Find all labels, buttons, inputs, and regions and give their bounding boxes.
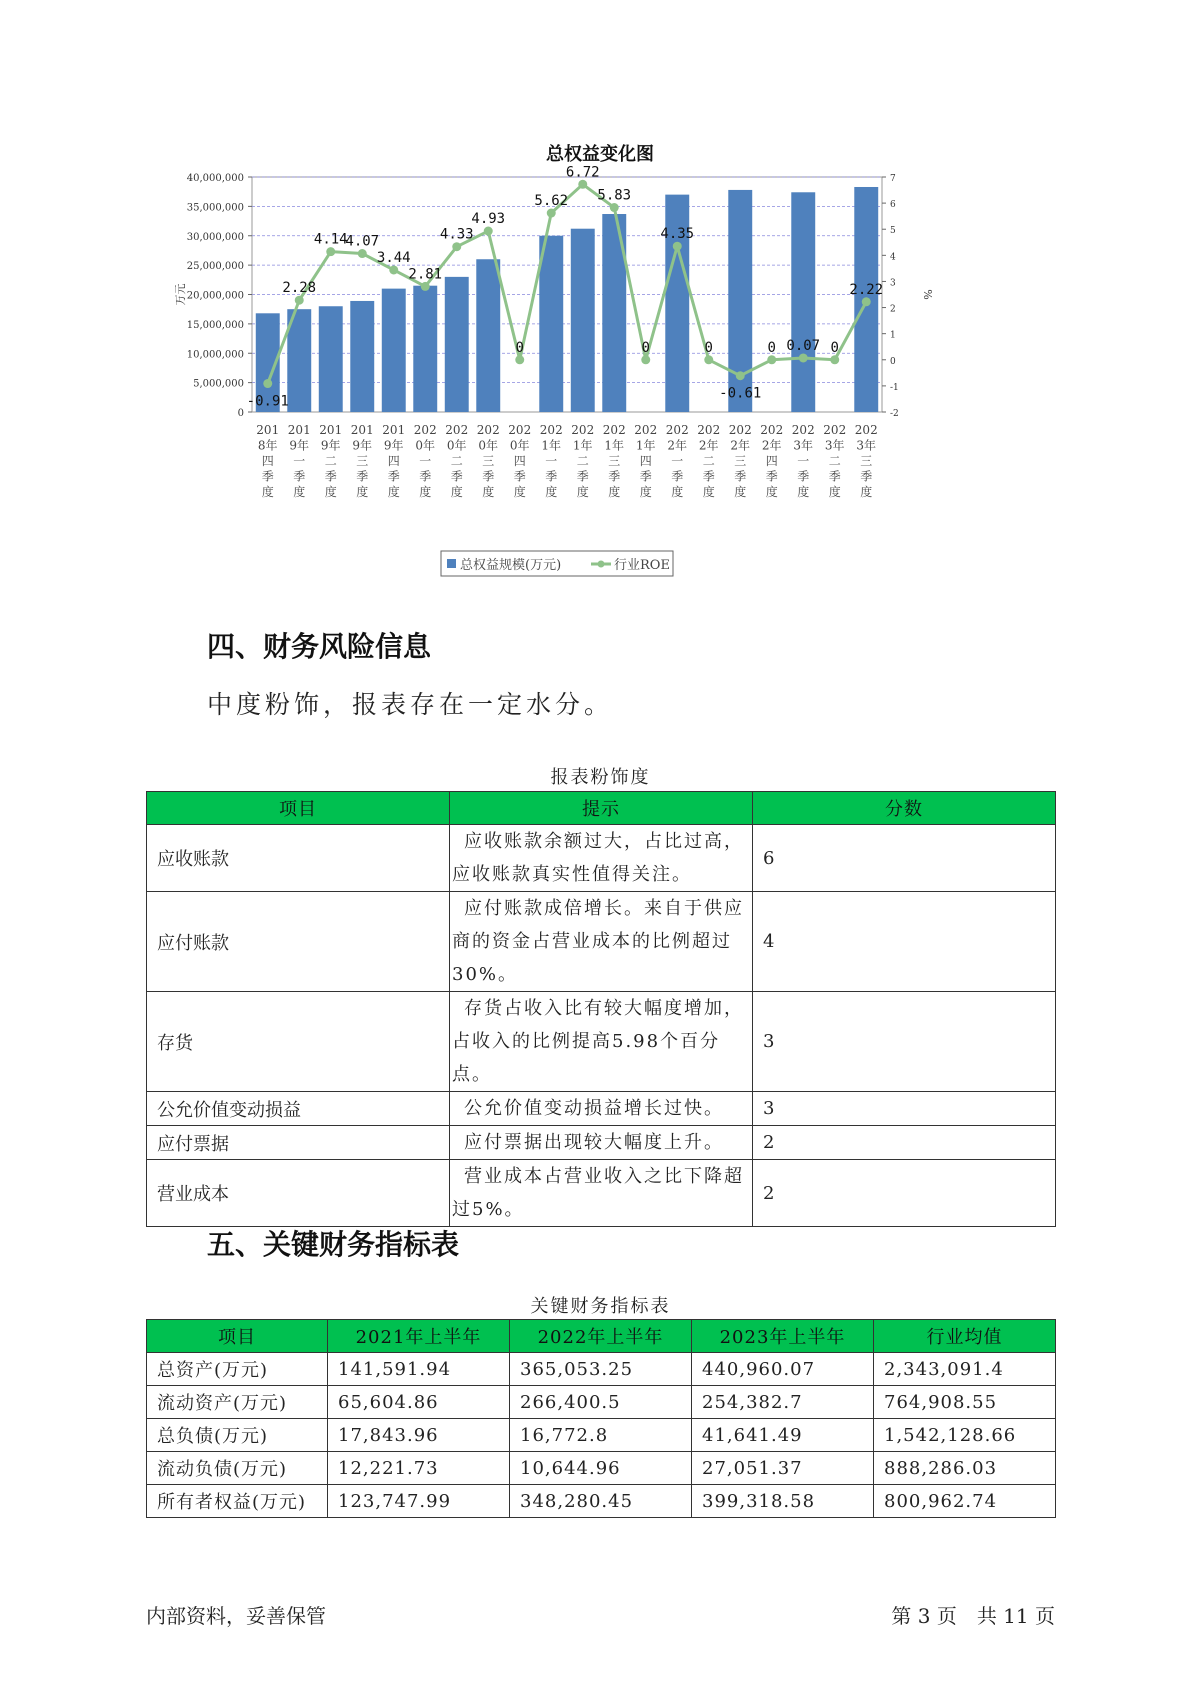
kfi-value: 365,053.25	[510, 1353, 692, 1386]
roe-point	[358, 249, 367, 258]
kfi-table-caption: 关键财务指标表	[530, 1296, 671, 1317]
section4-title: 四、财务风险信息	[207, 630, 432, 663]
header-item: 项目	[147, 792, 450, 825]
risk-table-header	[147, 792, 1056, 825]
x-tick-label: 202 0年一季度	[413, 423, 437, 499]
x-tick-label: 202 1年二季度	[571, 423, 595, 499]
roe-data-label: 0	[641, 339, 650, 356]
kfi-row	[147, 1386, 1056, 1419]
roe-point	[610, 203, 619, 212]
roe-point	[641, 355, 650, 364]
risk-row	[147, 892, 1056, 992]
kfi-row	[147, 1452, 1056, 1485]
y-left-tick-label: 25,000,000	[186, 261, 244, 273]
roe-data-label: 3.44	[376, 249, 411, 266]
roe-point	[452, 242, 461, 251]
y-right-tick-label: 5	[890, 226, 896, 237]
y-right-tick-label: 7	[890, 174, 896, 184]
kfi-value: 800,962.74	[874, 1485, 1056, 1518]
x-tick-label: 201 8年四季度	[256, 423, 280, 499]
x-tick-label: 202 3年二季度	[823, 423, 847, 499]
risk-tip	[450, 1092, 753, 1126]
kfi-row	[147, 1485, 1056, 1518]
kfi-value: 348,280.45	[510, 1485, 692, 1518]
kfi-value: 27,051.37	[692, 1452, 874, 1485]
kfi-row	[147, 1419, 1056, 1452]
x-tick-label: 202 1年一季度	[539, 423, 563, 499]
roe-point	[799, 353, 808, 362]
x-tick-label: 202 0年四季度	[508, 423, 532, 499]
bar	[539, 236, 563, 412]
y-right-axis-title: %	[921, 289, 934, 300]
risk-tip-line: 应付账款成倍增长。来自于供应	[464, 898, 744, 919]
bar	[350, 301, 374, 412]
kfi-value: 399,318.58	[692, 1485, 874, 1518]
bar	[445, 277, 469, 412]
risk-tip	[450, 992, 753, 1092]
y-right-tick-label: -2	[890, 409, 899, 419]
roe-data-label: 4.33	[439, 226, 474, 243]
roe-point	[704, 355, 713, 364]
y-left-tick-label: 35,000,000	[186, 202, 244, 214]
roe-point	[862, 297, 871, 306]
roe-data-label: 5.83	[597, 187, 632, 204]
y-left-tick-label: 30,000,000	[186, 231, 244, 243]
y-left-tick-label: 5,000,000	[193, 378, 244, 390]
risk-tip-line: 公允价值变动损益增长过快。	[464, 1098, 724, 1119]
bar	[791, 192, 815, 412]
risk-row	[147, 1160, 1056, 1227]
roe-point	[421, 282, 430, 291]
y-left-tick-label: 40,000,000	[186, 173, 244, 184]
x-tick-label: 202 2年一季度	[665, 423, 689, 499]
risk-item: 应收账款	[147, 825, 450, 892]
chart-title: 总权益变化图	[546, 144, 654, 165]
risk-table	[146, 791, 1056, 1227]
risk-score: 4	[753, 892, 1056, 992]
y-right-tick-label: 2	[890, 304, 896, 315]
risk-tip-line: 占收入的比例提高5.98个百分点。	[452, 1031, 721, 1085]
y-right-tick-label: 6	[890, 200, 896, 211]
kfi-header-row	[147, 1320, 1056, 1353]
key-financial-table	[146, 1319, 1056, 1518]
risk-row	[147, 1126, 1056, 1160]
risk-tip-line: 应收账款真实性值得关注。	[452, 864, 692, 885]
kfi-item: 流动资产(万元)	[147, 1386, 328, 1419]
x-tick-label: 202 2年四季度	[760, 423, 784, 499]
x-tick-label: 202 3年一季度	[791, 423, 815, 499]
bar	[319, 306, 343, 412]
footer-confidential: 内部资料，妥善保管	[146, 1604, 326, 1628]
y-right-tick-label: 4	[890, 252, 896, 263]
risk-item: 公允价值变动损益	[147, 1092, 450, 1126]
roe-data-label: 0.07	[786, 337, 821, 354]
roe-data-label: 4.14	[313, 231, 348, 248]
risk-tip	[450, 892, 753, 992]
roe-data-label: 4.93	[471, 211, 506, 228]
risk-tip-line: 30%。	[452, 964, 519, 985]
kfi-value: 764,908.55	[874, 1386, 1056, 1419]
kfi-value: 254,382.7	[692, 1386, 874, 1419]
x-tick-label: 202 1年三季度	[602, 423, 626, 499]
y-right-tick-label: -1	[890, 382, 899, 393]
header-tip: 提示	[450, 792, 753, 825]
risk-score: 3	[753, 1092, 1056, 1126]
risk-tip-line: 存货占收入比有较大幅度增加，	[464, 998, 744, 1019]
legend-bar-label: 总权益规模(万元)	[460, 558, 562, 573]
legend-bar-swatch	[447, 559, 456, 568]
bar	[476, 259, 500, 412]
risk-tip-line: 过5%。	[452, 1199, 525, 1220]
risk-score: 2	[753, 1160, 1056, 1227]
risk-tip	[450, 1126, 753, 1160]
x-tick-label: 202 0年二季度	[445, 423, 469, 499]
risk-score: 6	[753, 825, 1056, 892]
kfi-header-industry: 行业均值	[874, 1320, 1056, 1353]
roe-data-label: 0	[767, 339, 776, 356]
roe-data-label: 2.81	[408, 266, 443, 283]
roe-data-label: 6.72	[565, 164, 600, 181]
equity-chart	[170, 135, 960, 595]
kfi-value: 41,641.49	[692, 1419, 874, 1452]
roe-data-label: 0	[830, 339, 839, 356]
kfi-item: 所有者权益(万元)	[147, 1485, 328, 1518]
kfi-item: 总资产(万元)	[147, 1353, 328, 1386]
bar	[413, 286, 437, 412]
risk-score: 3	[753, 992, 1056, 1092]
header-score: 分数	[753, 792, 1056, 825]
roe-data-label: -0.61	[719, 385, 762, 402]
kfi-row	[147, 1353, 1056, 1386]
roe-data-label: 0	[704, 339, 713, 356]
risk-tip	[450, 1160, 753, 1227]
kfi-header-2021: 2021年上半年	[328, 1320, 510, 1353]
roe-point	[578, 180, 587, 189]
kfi-value: 16,772.8	[510, 1419, 692, 1452]
roe-point	[736, 371, 745, 380]
kfi-value: 888,286.03	[874, 1452, 1056, 1485]
roe-data-label: 2.28	[282, 280, 317, 297]
kfi-value: 10,644.96	[510, 1452, 692, 1485]
risk-row	[147, 992, 1056, 1092]
risk-tip-line: 应收账款余额过大，占比过高，	[464, 831, 744, 852]
kfi-header-item: 项目	[147, 1320, 328, 1353]
x-tick-label: 202 2年二季度	[697, 423, 721, 499]
y-right-tick-label: 3	[890, 278, 896, 289]
kfi-value: 2,343,091.4	[874, 1353, 1056, 1386]
roe-data-label: 4.35	[660, 226, 695, 243]
roe-data-label: 0	[515, 339, 524, 356]
roe-point	[515, 355, 524, 364]
roe-data-label: 4.07	[345, 233, 380, 250]
risk-row	[147, 825, 1056, 892]
risk-tip-line: 应付票据出现较大幅度上升。	[464, 1132, 724, 1153]
risk-score: 2	[753, 1126, 1056, 1160]
risk-table-caption: 报表粉饰度	[550, 767, 651, 788]
x-tick-label: 202 1年四季度	[634, 423, 658, 499]
legend-line-label: 行业ROE	[614, 558, 670, 573]
roe-point	[326, 247, 335, 256]
footer-page-number: 第 3 页 共 11 页	[891, 1604, 1055, 1628]
risk-item: 应付票据	[147, 1126, 450, 1160]
y-left-tick-label: 0	[237, 408, 244, 419]
kfi-value: 1,542,128.66	[874, 1419, 1056, 1452]
kfi-value: 123,747.99	[328, 1485, 510, 1518]
roe-data-label: 2.22	[849, 281, 884, 298]
y-right-tick-label: 1	[890, 330, 896, 341]
risk-tip	[450, 825, 753, 892]
risk-item: 应付账款	[147, 892, 450, 992]
kfi-header-2023: 2023年上半年	[692, 1320, 874, 1353]
bar	[382, 289, 406, 412]
y-left-tick-label: 15,000,000	[186, 319, 244, 331]
risk-item: 存货	[147, 992, 450, 1092]
roe-point	[673, 242, 682, 251]
kfi-item: 总负债(万元)	[147, 1419, 328, 1452]
roe-data-label: -0.91	[246, 393, 289, 410]
kfi-value: 12,221.73	[328, 1452, 510, 1485]
roe-point	[484, 227, 493, 236]
y-left-axis-title: 万元	[174, 283, 187, 306]
kfi-value: 17,843.96	[328, 1419, 510, 1452]
y-left-tick-label: 20,000,000	[186, 290, 244, 302]
risk-item: 营业成本	[147, 1160, 450, 1227]
section5-title: 五、关键财务指标表	[207, 1228, 460, 1261]
roe-point	[547, 209, 556, 218]
kfi-value: 65,604.86	[328, 1386, 510, 1419]
x-tick-label: 201 9年二季度	[319, 423, 343, 499]
roe-point	[389, 265, 398, 274]
x-tick-label: 202 3年三季度	[854, 423, 878, 499]
x-tick-label: 201 9年一季度	[287, 423, 311, 499]
kfi-item: 流动负债(万元)	[147, 1452, 328, 1485]
kfi-value: 440,960.07	[692, 1353, 874, 1386]
x-tick-label: 202 0年三季度	[476, 423, 500, 499]
roe-point	[263, 379, 272, 388]
x-tick-label: 201 9年四季度	[382, 423, 406, 499]
risk-tip-line: 商的资金占营业成本的比例超过	[452, 931, 732, 952]
kfi-header-2022: 2022年上半年	[510, 1320, 692, 1353]
risk-tip-line: 营业成本占营业收入之比下降超	[464, 1166, 744, 1187]
roe-point	[295, 296, 304, 305]
bar	[571, 229, 595, 412]
legend-line-marker	[598, 561, 605, 568]
y-left-tick-label: 10,000,000	[186, 349, 244, 361]
x-tick-label: 201 9年三季度	[350, 423, 374, 499]
x-tick-label: 202 2年三季度	[728, 423, 752, 499]
risk-row	[147, 1092, 1056, 1126]
kfi-value: 266,400.5	[510, 1386, 692, 1419]
roe-point	[830, 355, 839, 364]
y-right-tick-label: 0	[890, 356, 896, 367]
kfi-value: 141,591.94	[328, 1353, 510, 1386]
roe-point	[767, 355, 776, 364]
roe-data-label: 5.62	[534, 193, 569, 210]
risk-summary: 中度粉饰，报表存在一定水分。	[207, 690, 614, 719]
